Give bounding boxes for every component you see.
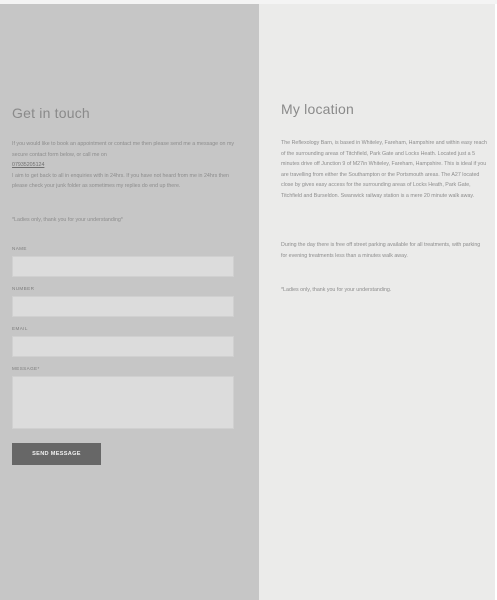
number-field[interactable] <box>12 296 234 317</box>
contact-note: *Ladies only, thank you for your understanding* <box>12 217 123 223</box>
name-field[interactable] <box>12 256 234 277</box>
send-message-button[interactable]: SEND MESSAGE <box>12 443 101 465</box>
location-title: My location <box>281 101 355 117</box>
contact-intro-text: If you would like to book an appointment or contact me then please send me a message on my secure contact form below, or call me on <box>12 141 235 158</box>
location-paragraph-2: During the day there is free off street parking available for all treatments, with parking for evening treatments less than a minutes walk away. <box>281 242 481 259</box>
name-label: NAME <box>12 246 27 251</box>
number-label: NUMBER <box>12 286 35 291</box>
contact-intro <box>12 139 240 192</box>
location-paragraph-1: The Reflexology Barn, is based in Whiteley, Fareham, Hampshire and within easy reach of the surrounding areas of Titchfield, Park Gate and Locks Heath. Located just a 5 minutes drive off Junction 9 of M27in Whiteley, Fareham, Hampshire. This is ideal if you are travelling from either the Southampton or the Portsmouth areas. The A27 located close by gives easy access for the surrounding areas of Locks Heath, Park Gate, Titchfield and Burseldon. Swanwick railway station is a mere 20 minute walk away. <box>281 140 487 199</box>
location-note: *Ladies only, thank you for your understanding. <box>281 287 392 293</box>
email-label: EMAIL <box>12 326 28 331</box>
email-field[interactable] <box>12 336 234 357</box>
location-panel <box>259 4 495 600</box>
contact-response-text: I aim to get back to all in enquiries with in 24hrs. If you have not heard from me in 24hrs then please check your junk folder as sometimes my replies do end up there. <box>12 172 229 189</box>
message-field[interactable] <box>12 376 234 429</box>
contact-panel <box>0 4 259 600</box>
contact-title: Get in touch <box>12 105 90 121</box>
phone-link[interactable]: 07935205124 <box>12 162 45 168</box>
message-label: MESSAGE* <box>12 366 40 371</box>
